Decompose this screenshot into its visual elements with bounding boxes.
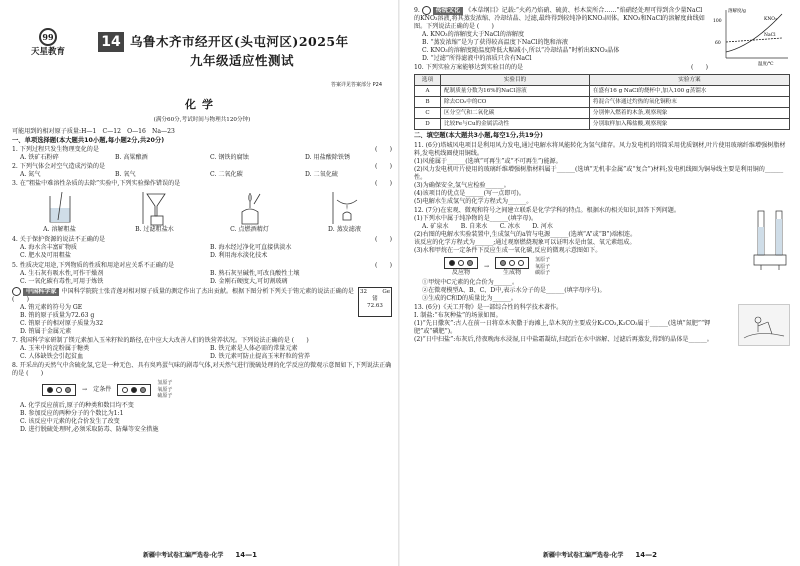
paper-number-tab: 14 bbox=[98, 32, 124, 52]
q11-stem: 11. (6分)塔城风电项目是利用风力发电,通过电解水将风能转化为氢气储存。风力发电机的塔筒采用优质钢材,叶片使用玻璃纤维增强树脂材料,发电机线圈使用铜线。 bbox=[414, 141, 786, 157]
question-12 bbox=[414, 207, 790, 303]
q8-options bbox=[12, 402, 392, 434]
q12-part: 该反应的化学方程式为______;通过观察燃烧现象可以证明水是由氢、氧元素组成。 bbox=[414, 238, 636, 246]
q12-part: (3)水和甲烷在一定条件下反应生成一氧化碳,反应的微观示意图如下。 bbox=[414, 246, 602, 254]
legend-item: 碳原子 bbox=[535, 270, 551, 277]
q4-options bbox=[12, 244, 392, 260]
atomic-masses: 可能用到的相对原子质量:H—1 C—12 O—16 Na—23 bbox=[12, 127, 175, 135]
cell: A bbox=[415, 86, 441, 97]
publisher-logo bbox=[26, 28, 70, 58]
option: A. 氮气 bbox=[20, 171, 41, 179]
cell: C bbox=[415, 108, 441, 119]
question-13 bbox=[414, 304, 790, 344]
exam-title-line2: 九年级适应性测试 bbox=[190, 53, 295, 68]
question-11 bbox=[414, 142, 790, 206]
q9-stem: 《本草纲目》记载:“火药乃焰硝、硫黄、杉木炭所合……”焰硝经处理可得到含少量NaCl的KNO₃溶液,将其蒸发浓缩、冷却结晶、过滤,最终得到较纯净的KNO₃固体。KNO₃和NaCl的溶解度曲线如图。下列说法正确的是 bbox=[414, 7, 705, 31]
solubility-curve-chart bbox=[712, 6, 790, 66]
q12-part: (2)右图的电解水实验装置中,生成氢气的a管与电源______(选填“A”或“B”)端相连。 bbox=[414, 230, 637, 238]
cell: 配制质量分数为16%的NaCl溶液 bbox=[441, 86, 590, 97]
tile-symbol: Ge bbox=[382, 288, 390, 295]
molecule-icon bbox=[458, 260, 464, 266]
q9-answer-paren: ( ) bbox=[476, 23, 494, 31]
legend-item: 氢原子 bbox=[157, 379, 173, 386]
question-1 bbox=[12, 146, 392, 162]
lab-figure-d bbox=[305, 190, 385, 234]
option: C. 钢铁的腐蚀 bbox=[210, 154, 249, 162]
right-footer bbox=[400, 551, 800, 560]
option: A. 生石灰有吸水性,可作干燥剂 bbox=[20, 269, 104, 277]
section1-title: 一、单项选择题(本大题共10小题,每小题2分,共20分) bbox=[12, 136, 165, 144]
option: D. 铕属于金属元素 bbox=[20, 327, 72, 335]
option: D. 用盐酸除铁锈 bbox=[305, 154, 351, 162]
q2-options bbox=[12, 171, 392, 179]
reaction-arrow-icon: → bbox=[82, 385, 88, 393]
reactant-molecules bbox=[42, 384, 76, 396]
cell: 区分空气和二氧化碳 bbox=[441, 108, 590, 119]
table-row bbox=[415, 119, 790, 130]
experiment-table bbox=[414, 74, 790, 130]
cell: 除去CO₂中的CO bbox=[441, 97, 590, 108]
q11-part: (2)风力发电机叶片使用的玻璃纤维增强树脂材料属于______(选填“无机非金属”或“复合”)材料;发电机线圈为铜导线主要是利用铜的______性。 bbox=[414, 165, 784, 181]
element-tile bbox=[358, 287, 392, 317]
question-2 bbox=[12, 163, 392, 179]
molecule-icon bbox=[56, 387, 62, 393]
reactant-molecules bbox=[444, 257, 478, 269]
mol-label: 生成物 bbox=[502, 268, 522, 276]
lab-caption: A. 溶解粗盐 bbox=[43, 226, 76, 234]
question-8 bbox=[12, 362, 392, 434]
molecule-icon bbox=[122, 387, 128, 393]
option: B. 氧气 bbox=[115, 171, 136, 179]
product-molecules bbox=[495, 257, 529, 269]
logo-mark: 99 bbox=[39, 28, 57, 46]
answer-reference: 答案详见答案部分 P24 bbox=[331, 82, 382, 88]
column-header: 选项 bbox=[415, 75, 441, 86]
q3-answer-paren: ( ) bbox=[375, 180, 392, 188]
electrolysis-apparatus bbox=[750, 207, 790, 274]
cell: 在盛有16 g NaCl的烧杯中,加入100 g蒸馏水 bbox=[589, 86, 789, 97]
molecule-icon bbox=[449, 260, 455, 266]
option: C. 一氧化碳有毒性,可用于炼铁 bbox=[20, 277, 104, 285]
column-header: 实验目的 bbox=[441, 75, 590, 86]
q8-legend bbox=[157, 380, 172, 400]
q1-stem: 1. 下列过程只发生物理变化的是 bbox=[12, 146, 99, 154]
q6-options bbox=[12, 304, 392, 336]
subject-title: 化学 bbox=[185, 98, 219, 111]
option: D. 二氧化硫 bbox=[305, 171, 338, 179]
q12-sub: ③生成的C和D的质量比为______。 bbox=[422, 295, 517, 303]
lab-figure-b bbox=[115, 190, 195, 234]
series-label: KNO₃ bbox=[764, 17, 777, 22]
option: A. 玉米中的淀粉属于糖类 bbox=[20, 344, 90, 352]
option: D. 进行脱硫处理时,必须采取防毒、防爆等安全措施 bbox=[20, 425, 159, 433]
option: B. 铕的原子质量为72.63 g bbox=[20, 311, 95, 319]
q7-answer-paren: ( ) bbox=[291, 336, 309, 344]
molecule-icon bbox=[467, 260, 473, 266]
q13-part: (1)“先日撒灰”:古人在前一日将草木灰撒于海滩上,草木灰的主要成分K₂CO₃,K₂CO₃属于______(选填“氮肥”“钾肥”或“磷肥”)。 bbox=[414, 320, 711, 336]
lab-figures bbox=[12, 190, 392, 234]
exam-header bbox=[12, 0, 392, 88]
q11-part: (3)为确保安全,氢气应检验______。 bbox=[414, 181, 510, 189]
left-footer bbox=[0, 551, 400, 560]
legend-item: 氧原子 bbox=[535, 263, 551, 270]
q12-stem: 12. (7分)在宏观、微观和符号之间建立联系是化学学科的特点。根据水的相关知识,回答下列问题。 bbox=[414, 206, 680, 214]
q5-stem: 5. 性质决定用途,下列物质的性质和用途对应关系不正确的是 bbox=[12, 261, 175, 269]
logo-text: 天星教育 bbox=[30, 47, 65, 57]
table-header bbox=[415, 75, 790, 86]
table-row bbox=[415, 97, 790, 108]
chart-xlabel: 温度/℃ bbox=[758, 62, 774, 66]
tile-number: 32 bbox=[360, 288, 367, 295]
q10-stem: 10. 下列实验方案能够达到实验目的的是 bbox=[414, 64, 524, 72]
option: A. 化学反应前后,原子的种类和数目均不变 bbox=[20, 401, 134, 409]
option: A. 铕元素的符号为 GE bbox=[20, 303, 83, 311]
q11-part: (4)该项目的优点是______(写一点即可)。 bbox=[414, 189, 525, 197]
topic-badge-icon bbox=[422, 6, 431, 15]
chart-tick: 60 bbox=[715, 41, 721, 46]
molecule-icon bbox=[131, 387, 137, 393]
q11-part: (1)风能属于______(选填“可再生”或“不可再生”)能源。 bbox=[414, 157, 562, 165]
page-number: 14—2 bbox=[635, 550, 657, 559]
tile-name: 锗 bbox=[372, 295, 378, 302]
cell: 分别取样加入稀盐酸,观察现象 bbox=[589, 119, 789, 130]
q12-sub: ②在微观模型A、B、C、D中,表示水分子的是______(填字母序号)。 bbox=[422, 287, 606, 295]
option: C. 人体缺铁会引起贫血 bbox=[20, 352, 84, 360]
footer-text: 新疆中考试卷汇编严选卷·化学 bbox=[143, 551, 224, 559]
q6-answer-paren: ( ) bbox=[12, 295, 29, 303]
right-page bbox=[400, 0, 800, 566]
cell: D bbox=[415, 119, 441, 130]
option: A. KNO₃的溶解度大于NaCl的溶解度 bbox=[422, 31, 525, 39]
option: B. 海水经过净化可直接供淡水 bbox=[210, 244, 292, 252]
q4-answer-paren: ( ) bbox=[375, 236, 392, 244]
lab-caption: C. 点燃酒精灯 bbox=[230, 226, 269, 234]
salt-field-icon bbox=[738, 304, 790, 346]
lab-caption: D. 蒸发滤液 bbox=[328, 226, 361, 234]
option: D. 利用海水淡化技术 bbox=[210, 252, 268, 260]
table-row bbox=[415, 86, 790, 97]
q7-stem: 7. 我国科学家研制了镁元素加入玉米籽粒的路径,在中应大大改善人们的铁营养状况。下列说法正确的是 bbox=[12, 336, 290, 344]
q12-reaction-diagram bbox=[444, 257, 746, 277]
q1-options bbox=[12, 154, 392, 162]
molecule-icon bbox=[509, 260, 515, 266]
product-group bbox=[495, 257, 529, 277]
electrolysis-icon bbox=[750, 207, 790, 271]
reaction-condition: 定条件 bbox=[93, 385, 112, 393]
q4-stem: 4. 关于保护资源的说法不正确的是 bbox=[12, 236, 106, 244]
footer-text: 新疆中考试卷汇编严选卷·化学 bbox=[543, 551, 624, 559]
q13-stem: 13. (6分)《天工开物》是一部综合性的科学技术著作。 bbox=[414, 304, 563, 312]
option: C. 该反应中元素的化合价发生了改变 bbox=[20, 417, 120, 425]
salt-making-illustration bbox=[738, 304, 790, 349]
cell: 比较Fe与Cu的金属活动性 bbox=[441, 119, 590, 130]
q8-stem: 8. 开采出的天然气中含硫化氢,它是一种无色、具有臭鸡蛋气味的剧毒气体,对天然气进行脱硫处理的化学反应的微观示意图如下,下列说法正确的是 bbox=[12, 361, 392, 377]
legend-item: 氢原子 bbox=[535, 257, 551, 264]
q9-topic-label: 传统文化 bbox=[433, 7, 463, 15]
evaporating-dish-icon bbox=[325, 190, 365, 226]
question-6 bbox=[12, 287, 392, 336]
option: A. 海水含丰富矿物质 bbox=[20, 244, 78, 252]
lab-caption: B. 过滤粗盐水 bbox=[135, 226, 174, 234]
q12-part: A. 矿泉水 B. 自来水 C. 冰水 D. 河水 bbox=[422, 222, 553, 230]
q7-options bbox=[12, 345, 392, 361]
option: B. “蒸发浓缩”是为了获得较高温度下NaCl的饱和溶液 bbox=[422, 39, 568, 47]
lab-figure-c bbox=[210, 190, 290, 234]
reaction-arrow-icon: → bbox=[484, 262, 490, 270]
question-5 bbox=[12, 262, 392, 286]
q6-stem: 中国科学院院士张青莲对相对原子质量的测定作出了杰出贡献。根据下图分析下列关于铕元素的说法正确的是 bbox=[61, 287, 354, 295]
cell: 将混合气体通过灼热的氧化铜粉末 bbox=[589, 97, 789, 108]
question-3 bbox=[12, 180, 392, 234]
mol-label: 反应物 bbox=[451, 268, 471, 276]
option: B. 熟石灰呈碱性,可改良酸性土壤 bbox=[210, 269, 300, 277]
option: C. 二氧化碳 bbox=[210, 171, 243, 179]
chart-tick: 100 bbox=[713, 19, 722, 24]
q12-part: (1)下列水中属于纯净物的是______(填字母)。 bbox=[414, 214, 538, 222]
q8-reaction-diagram bbox=[42, 380, 392, 400]
option: C. KNO₃的溶解度随温度降低大幅减小,所以“冷却结晶”时析出KNO₃晶体 bbox=[422, 47, 620, 55]
solubility-chart bbox=[712, 6, 790, 69]
question-4 bbox=[12, 236, 392, 260]
section2-title: 二、填空题(本大题共3小题,每空1分,共19分) bbox=[414, 132, 543, 140]
option: B. 高粱酿酒 bbox=[115, 154, 148, 162]
funnel-icon bbox=[135, 190, 175, 226]
table-row bbox=[415, 108, 790, 119]
q12-legend bbox=[535, 257, 550, 277]
option: B. 铁元素是人体必需的常量元素 bbox=[210, 344, 298, 352]
column-header: 实验方案 bbox=[589, 75, 789, 86]
option: D. 铁元素可防止提高玉米籽粒的营养 bbox=[210, 352, 310, 360]
option: C. 肥水及可用粗盐 bbox=[20, 252, 71, 260]
molecule-icon bbox=[500, 260, 506, 266]
cell: B bbox=[415, 97, 441, 108]
product-molecules bbox=[117, 384, 151, 396]
q13-part: (2)“日中扫盐”:布灰后,待夜晚海水浸湿,日中盐霜凝结,扫起后在水中溶解、过滤后再蒸发,得到的晶体是______。 bbox=[414, 336, 713, 344]
series-label: NaCl bbox=[764, 33, 776, 38]
molecule-icon bbox=[65, 387, 71, 393]
option: C. 铕原子的相对原子质量为32 bbox=[20, 319, 104, 327]
option: B. 参加反应的两种分子的个数比为1:1 bbox=[20, 409, 124, 417]
q8-answer-paren: ( ) bbox=[26, 369, 44, 377]
alcohol-lamp-icon bbox=[230, 190, 270, 226]
exam-note: (满分60分,考试时间与物理共120分钟) bbox=[153, 116, 251, 123]
beaker-icon bbox=[40, 190, 80, 226]
lab-figure-a bbox=[20, 190, 100, 234]
tile-mass: 72.63 bbox=[367, 303, 383, 310]
option: D. “过滤”所得滤液中的溶质只含有NaCl bbox=[422, 55, 532, 63]
q3-stem: 3. 在“粗盐中难溶性杂质的去除”实验中,下列实验操作错误的是 bbox=[12, 180, 181, 188]
cell: 分别伸入燃着的木条,观察现象 bbox=[589, 108, 789, 119]
q12-sub: ①甲烷中C元素的化合价为______。 bbox=[422, 279, 519, 287]
molecule-icon bbox=[140, 387, 146, 393]
legend-item: 氧原子 bbox=[157, 386, 173, 393]
molecule-icon bbox=[518, 260, 524, 266]
q5-options bbox=[12, 270, 392, 286]
reactant-group bbox=[444, 257, 478, 277]
legend-item: 硫原子 bbox=[157, 393, 173, 400]
q11-part: (5)电解水生成氢气的化学方程式为______。 bbox=[414, 197, 533, 205]
q2-answer-paren: ( ) bbox=[375, 163, 392, 171]
question-10 bbox=[414, 64, 790, 130]
topic-badge-icon bbox=[12, 287, 21, 296]
question-9: 溶解度/g 100 60 KNO₃ NaCl 温度/℃ 9. 传统文化 《本草纲目》记载:“火药乃焰硝、硫黄、杉木炭所合……”焰硝经处理可得到含少量NaCl的KNO₃溶液,将其蒸发浓缩、冷却结晶、过滤,最终得到较纯净的KNO₃固体。KNO₃和NaCl的溶解度曲线如图。下列说法正确的是 ( ) A. KNO₃的溶解度大于NaCl的溶解度 B. “蒸发浓缩”是为了获得较高温度下NaCl的饱和溶液 C. KNO₃的溶解度随温度降低大幅减小,所以“冷却结晶”时析出KNO₃晶体 D. “过滤”所得滤液中的溶质只含有NaCl bbox=[414, 6, 790, 63]
option: D. 金刚石硬度大,可切割玻璃 bbox=[210, 277, 288, 285]
exam-title-line1: 乌鲁木齐市经开区(头屯河区)2025年 bbox=[130, 34, 349, 49]
q10-answer-paren: ( ) bbox=[691, 64, 708, 72]
q5-answer-paren: ( ) bbox=[375, 261, 392, 269]
q2-stem: 2. 下列气体会对空气造成污染的是 bbox=[12, 163, 106, 171]
page-number: 14—1 bbox=[235, 550, 257, 559]
q13-part: Ⅰ. 制盐:“布灰种盐”的场景如图。 bbox=[414, 312, 502, 320]
question-7 bbox=[12, 337, 392, 361]
chart-ylabel: 溶解度/g bbox=[728, 9, 746, 14]
q1-answer-paren: ( ) bbox=[375, 146, 392, 154]
q6-topic-label: 中国科学家 bbox=[23, 288, 59, 296]
molecule-icon bbox=[47, 387, 53, 393]
option: A. 铁矿石粉碎 bbox=[20, 154, 59, 162]
